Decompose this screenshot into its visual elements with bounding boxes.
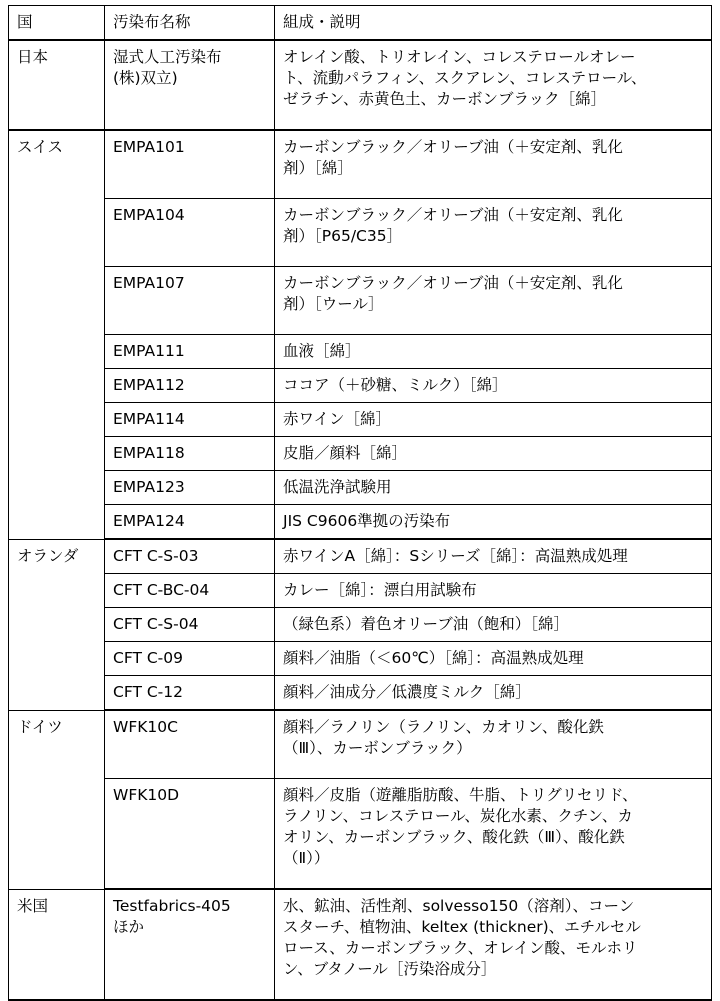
cloth-name-cell — [105, 505, 275, 540]
description-cell — [275, 676, 712, 711]
description-text: 水、鉱油、活性剤、solvesso150（溶剤）、コーン — [283, 897, 635, 915]
description-text: オレイン酸、トリオレイン、コレステロールオレー — [283, 48, 636, 66]
description-cell — [275, 369, 712, 403]
cloth-name-cell — [105, 437, 275, 471]
cloth-name-text: EMPA104 — [113, 206, 185, 224]
cloth-name-text: (株)双立) — [113, 69, 178, 87]
description-text: （緑色系）着色オリーブ油（飽和）［綿］ — [283, 615, 569, 633]
cloth-name-text: EMPA111 — [113, 342, 185, 360]
cloth-name-text: EMPA114 — [113, 410, 185, 428]
description-text: ト、流動パラフィン、スクアレン、コレステロール、 — [283, 69, 647, 87]
description-cell — [275, 889, 712, 1000]
description-cell — [275, 437, 712, 471]
cloth-name-text: CFT C-12 — [113, 683, 183, 701]
description-text: スターチ、植物油、keltex (thickner)、エチルセル — [283, 918, 641, 936]
cloth-name-cell — [105, 710, 275, 779]
cloth-name-text: EMPA123 — [113, 478, 185, 496]
description-text: ラノリン、コレステロール、炭化水素、クチン、カ — [283, 807, 633, 825]
cloth-name-text: Testfabrics-405 — [113, 897, 231, 915]
cloth-name-text: CFT C-S-03 — [113, 547, 199, 565]
description-text: （Ⅲ）、カーボンブラック） — [283, 739, 472, 757]
country-cell: スイス — [9, 130, 105, 539]
description-text: ゼラチン、赤黄色土、カーボンブラック［綿］ — [283, 90, 607, 108]
table-row — [9, 335, 712, 369]
description-text: ン、ブタノール［汚染浴成分］ — [283, 960, 497, 978]
description-text: 顔料／ラノリン（ラノリン、カオリン、酸化鉄 — [283, 718, 604, 736]
description-text: カーボンブラック／オリーブ油（＋安定剤、乳化 — [283, 206, 623, 224]
header-country: 国 — [9, 6, 105, 41]
description-cell — [275, 403, 712, 437]
cloth-name-cell — [105, 335, 275, 369]
table-row — [9, 130, 712, 199]
table-row — [9, 369, 712, 403]
cloth-name-cell — [105, 403, 275, 437]
cloth-name-text: EMPA112 — [113, 376, 185, 394]
description-cell — [275, 539, 712, 574]
description-text: 顔料／油成分／低濃度ミルク［綿］ — [283, 683, 531, 701]
cloth-name-text: CFT C-S-04 — [113, 615, 199, 633]
description-cell — [275, 199, 712, 267]
description-text: 剤）［P65/C35］ — [283, 227, 403, 245]
description-text: 顔料／皮脂（遊離脂肪酸、牛脂、トリグリセリド、 — [283, 786, 638, 804]
description-text: 皮脂／顔料［綿］ — [283, 444, 408, 462]
country-cell: 日本 — [9, 40, 105, 130]
cloth-name-cell — [105, 199, 275, 267]
description-text: 剤）［綿］ — [283, 159, 353, 177]
description-text: カレー［綿］：漂白用試験布 — [283, 581, 477, 599]
description-text: カーボンブラック／オリーブ油（＋安定剤、乳化 — [283, 274, 623, 292]
table-row — [9, 403, 712, 437]
description-cell — [275, 642, 712, 676]
description-text: 顔料／油脂（＜60℃）［綿］：高温熟成処理 — [283, 649, 584, 667]
description-cell — [275, 40, 712, 130]
table-row — [9, 710, 712, 779]
table-row — [9, 574, 712, 608]
description-cell — [275, 471, 712, 505]
description-cell — [275, 779, 712, 890]
description-cell — [275, 574, 712, 608]
header-description: 組成・説明 — [275, 6, 712, 41]
cloth-name-cell — [105, 642, 275, 676]
description-text: 赤ワイン［綿］ — [283, 410, 392, 428]
cloth-name-text: EMPA107 — [113, 274, 185, 292]
cloth-name-text: EMPA124 — [113, 512, 185, 530]
table-row — [9, 199, 712, 267]
description-text: オリン、カーボンブラック、酸化鉄（Ⅲ）、酸化鉄 — [283, 828, 625, 846]
document-page — [8, 5, 712, 1001]
cloth-name-text: CFT C-09 — [113, 649, 183, 667]
description-text: 赤ワインA［綿］：Sシリーズ［綿］：高温熟成処理 — [283, 547, 628, 565]
description-text: JIS C9606準拠の汚染布 — [283, 512, 451, 530]
description-text: カーボンブラック／オリーブ油（＋安定剤、乳化 — [283, 138, 623, 156]
cloth-name-cell — [105, 471, 275, 505]
cloth-name-text: CFT C-BC-04 — [113, 581, 210, 599]
description-text: 剤）［ウール］ — [283, 295, 384, 313]
table-row — [9, 267, 712, 335]
table-header-row — [9, 6, 712, 41]
cloth-name-text: 湿式人工汚染布 — [113, 48, 222, 66]
description-text: ロース、カーボンブラック、オレイン酸、モルホリ — [283, 939, 638, 957]
cloth-name-cell — [105, 889, 275, 1000]
cloth-name-cell — [105, 676, 275, 711]
header-cloth-name: 汚染布名称 — [105, 6, 275, 41]
description-cell — [275, 505, 712, 540]
country-cell: オランダ — [9, 539, 105, 710]
cloth-name-cell — [105, 574, 275, 608]
cloth-name-cell — [105, 130, 275, 199]
cloth-name-text: EMPA101 — [113, 138, 185, 156]
table-row — [9, 779, 712, 890]
table-row — [9, 471, 712, 505]
description-cell — [275, 267, 712, 335]
description-cell — [275, 710, 712, 779]
description-text: ココア（＋砂糖、ミルク）［綿］ — [283, 376, 508, 394]
cloth-name-cell — [105, 779, 275, 890]
cloth-name-cell — [105, 40, 275, 130]
table-row — [9, 889, 712, 1000]
description-text: （Ⅱ）） — [283, 849, 330, 867]
cloth-name-cell — [105, 539, 275, 574]
table-row — [9, 40, 712, 130]
cloth-name-text: EMPA118 — [113, 444, 185, 462]
cloth-name-text: WFK10C — [113, 718, 178, 736]
stain-cloth-table — [8, 5, 712, 1001]
country-cell: 米国 — [9, 889, 105, 1000]
table-row — [9, 437, 712, 471]
cloth-name-text: WFK10D — [113, 786, 180, 804]
description-text: 血液［綿］ — [283, 342, 361, 360]
table-row — [9, 676, 712, 711]
description-cell — [275, 608, 712, 642]
cloth-name-cell — [105, 267, 275, 335]
country-cell: ドイツ — [9, 710, 105, 889]
cloth-name-cell — [105, 369, 275, 403]
table-row — [9, 608, 712, 642]
table-row — [9, 505, 712, 540]
table-row — [9, 642, 712, 676]
cloth-name-text: ほか — [113, 918, 145, 936]
description-cell — [275, 130, 712, 199]
description-text: 低温洗浄試験用 — [283, 478, 392, 496]
table-row — [9, 539, 712, 574]
cloth-name-cell — [105, 608, 275, 642]
description-cell — [275, 335, 712, 369]
